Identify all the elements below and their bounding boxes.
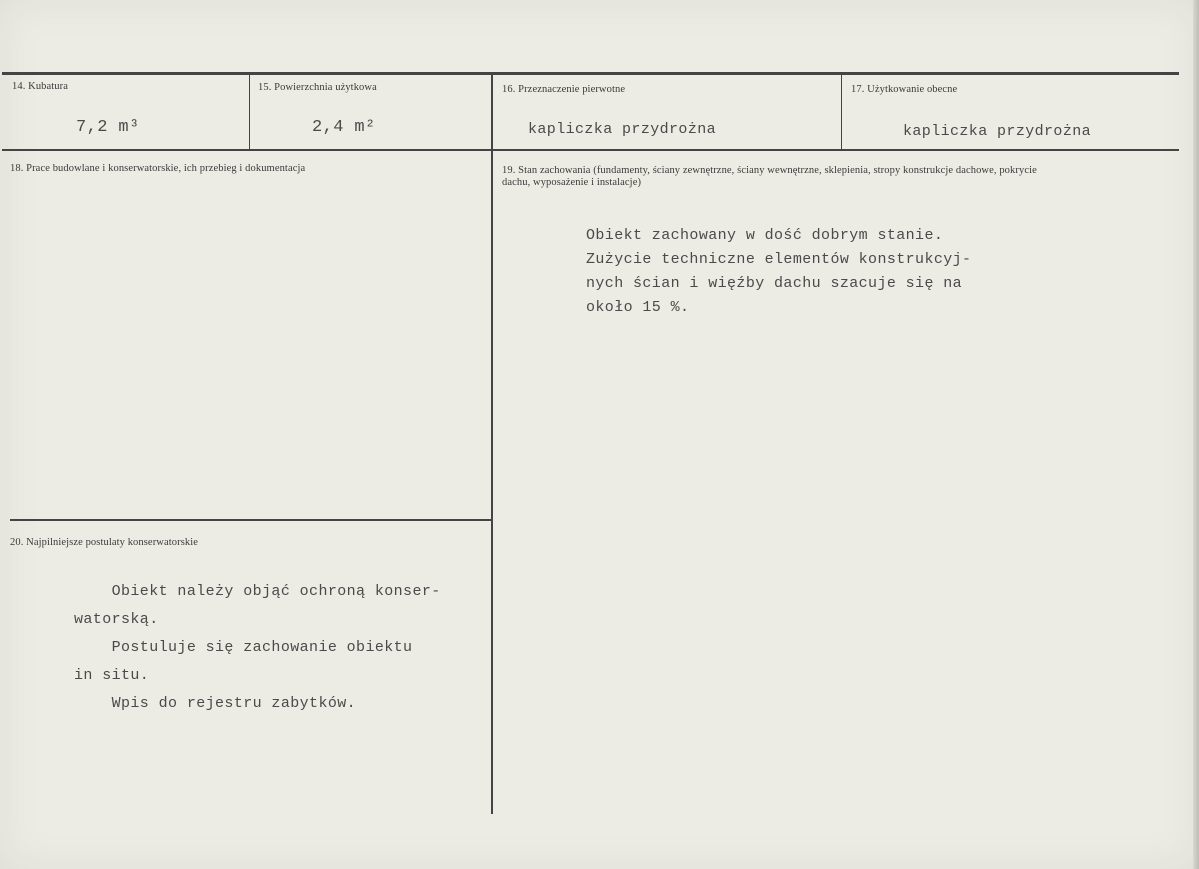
field-17-value: kapliczka przydrożna — [903, 123, 1092, 140]
field-15-label: 15. Powierzchnia użytkowa — [258, 82, 377, 93]
field-16-label: 16. Przeznaczenie pierwotne — [502, 84, 626, 95]
field-14-value: 7,2 m³ — [76, 118, 140, 137]
divider-16-17 — [841, 74, 842, 150]
field-19-text: Obiekt zachowany w dość dobrym stanie. Zużycie techniczne elementów konstrukcyj- nych ścian i więźby dachu szacuje się na około 15 %. — [586, 227, 972, 316]
top-border-line — [2, 72, 1179, 75]
field-18-label: 18. Prace budowlane i konserwatorskie, ich przebieg i dokumentacja — [10, 163, 306, 174]
field-20-label: 20. Najpilniejsze postulaty konserwatorskie — [10, 537, 199, 548]
section20-top-line — [10, 519, 492, 521]
field-20-text: Obiekt należy objąć ochroną konser- watorską. Postuluje się zachowanie obiektu in situ. Wpis do rejestru zabytków. — [74, 583, 441, 712]
field-16-value: kapliczka przydrożna — [528, 121, 717, 138]
page-edge — [1193, 0, 1199, 869]
field-14-label: 14. Kubatura — [12, 81, 69, 92]
field-15-value: 2,4 m² — [312, 118, 376, 137]
divider-15-16 — [491, 74, 493, 814]
divider-14-15 — [249, 74, 250, 150]
row1-bottom-line — [2, 149, 1179, 151]
field-17-label: 17. Użytkowanie obecne — [851, 84, 958, 95]
field-19-label: 19. Stan zachowania (fundamenty, ściany zewnętrzne, ściany wewnętrzne, sklepienia, stropy konstrukcje dachowe, pokrycie dachu, wyposażenie i instalacje) — [502, 165, 1037, 188]
